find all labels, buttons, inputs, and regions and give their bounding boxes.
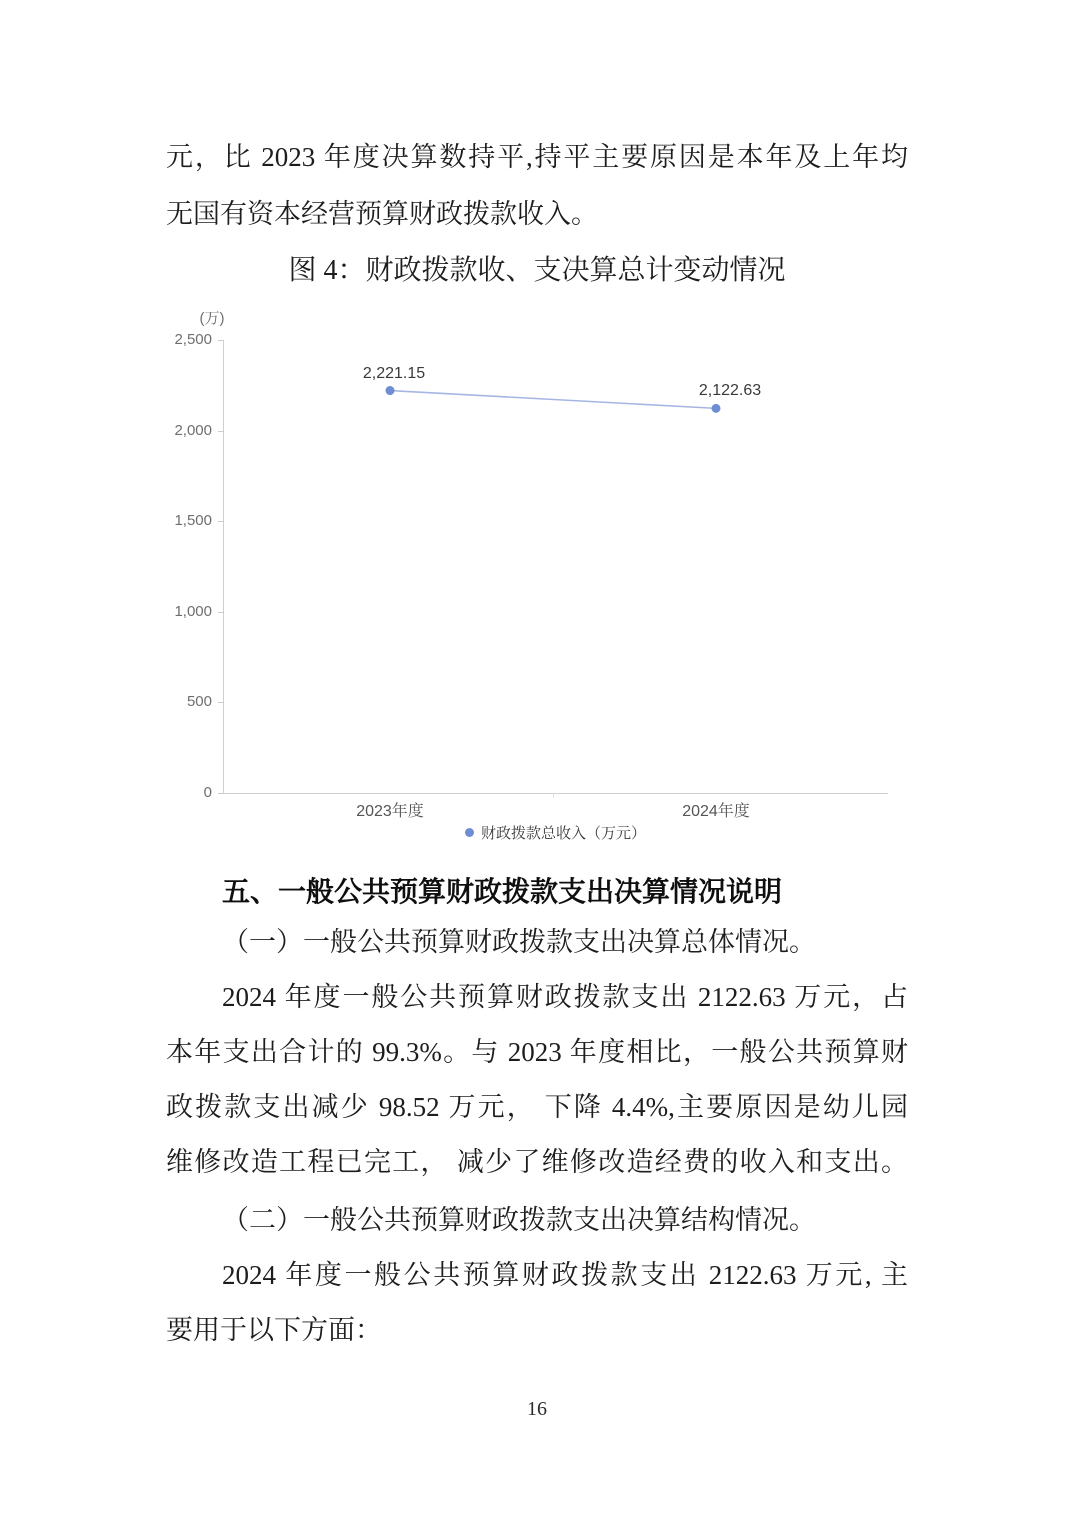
legend-marker-icon — [465, 828, 474, 837]
x-axis-label: 2024年度 — [682, 803, 750, 820]
data-point-marker — [386, 386, 395, 395]
section-heading: 五、一般公共预算财政拨款支出决算情况说明 — [222, 876, 783, 907]
x-axis-label: 2023年度 — [356, 803, 424, 820]
y-axis-unit-label: (万) — [199, 310, 225, 327]
y-tick-label: 0 — [203, 784, 212, 801]
chart-legend — [223, 822, 888, 843]
paragraph-1-line-4: 维修改造工程已完工， 减少了维修改造经费的收入和支出。 — [166, 1147, 908, 1177]
figure-title: 图 4：财政拨款收、支决算总计变动情况 — [288, 255, 786, 286]
legend-label: 财政拨款总收入（万元） — [480, 825, 646, 842]
intro-line-2: 无国有资本经营预算财政拨款收入。 — [166, 199, 598, 229]
y-tick-label: 2,000 — [174, 421, 212, 439]
line-chart — [166, 305, 908, 850]
subsection-1-title: （一）一般公共预算财政拨款支出决算总体情况。 — [222, 927, 816, 957]
y-tick-label: 2,500 — [174, 331, 212, 348]
paragraph-2-line-1: 2024 年度一般公共预算财政拨款支出 2122.63 万元, 主 — [222, 1260, 908, 1290]
intro-line-1: 元，比 2023 年度决算数持平,持平主要原因是本年及上年均 — [166, 142, 908, 172]
data-point-marker — [712, 404, 721, 413]
y-tick-label: 500 — [186, 693, 212, 711]
y-tick-label: 1,500 — [174, 512, 212, 530]
paragraph-1-line-3: 政拨款支出减少 98.52 万元， 下降 4.4%,主要原因是幼儿园 — [166, 1092, 908, 1122]
data-point-label: 2,221.15 — [362, 364, 426, 382]
y-tick-label: 1,000 — [174, 602, 212, 620]
data-point-label: 2,122.63 — [698, 382, 762, 400]
subsection-2-title: （二）一般公共预算财政拨款支出决算结构情况。 — [222, 1205, 816, 1235]
paragraph-2-line-2: 要用于以下方面： — [166, 1315, 382, 1345]
paragraph-1-line-1: 2024 年度一般公共预算财政拨款支出 2122.63 万元，占 — [222, 982, 908, 1012]
paragraph-1-line-2: 本年支出合计的 99.3%。与 2023 年度相比，一般公共预算财 — [166, 1037, 908, 1067]
page-number: 16 — [527, 1398, 547, 1420]
